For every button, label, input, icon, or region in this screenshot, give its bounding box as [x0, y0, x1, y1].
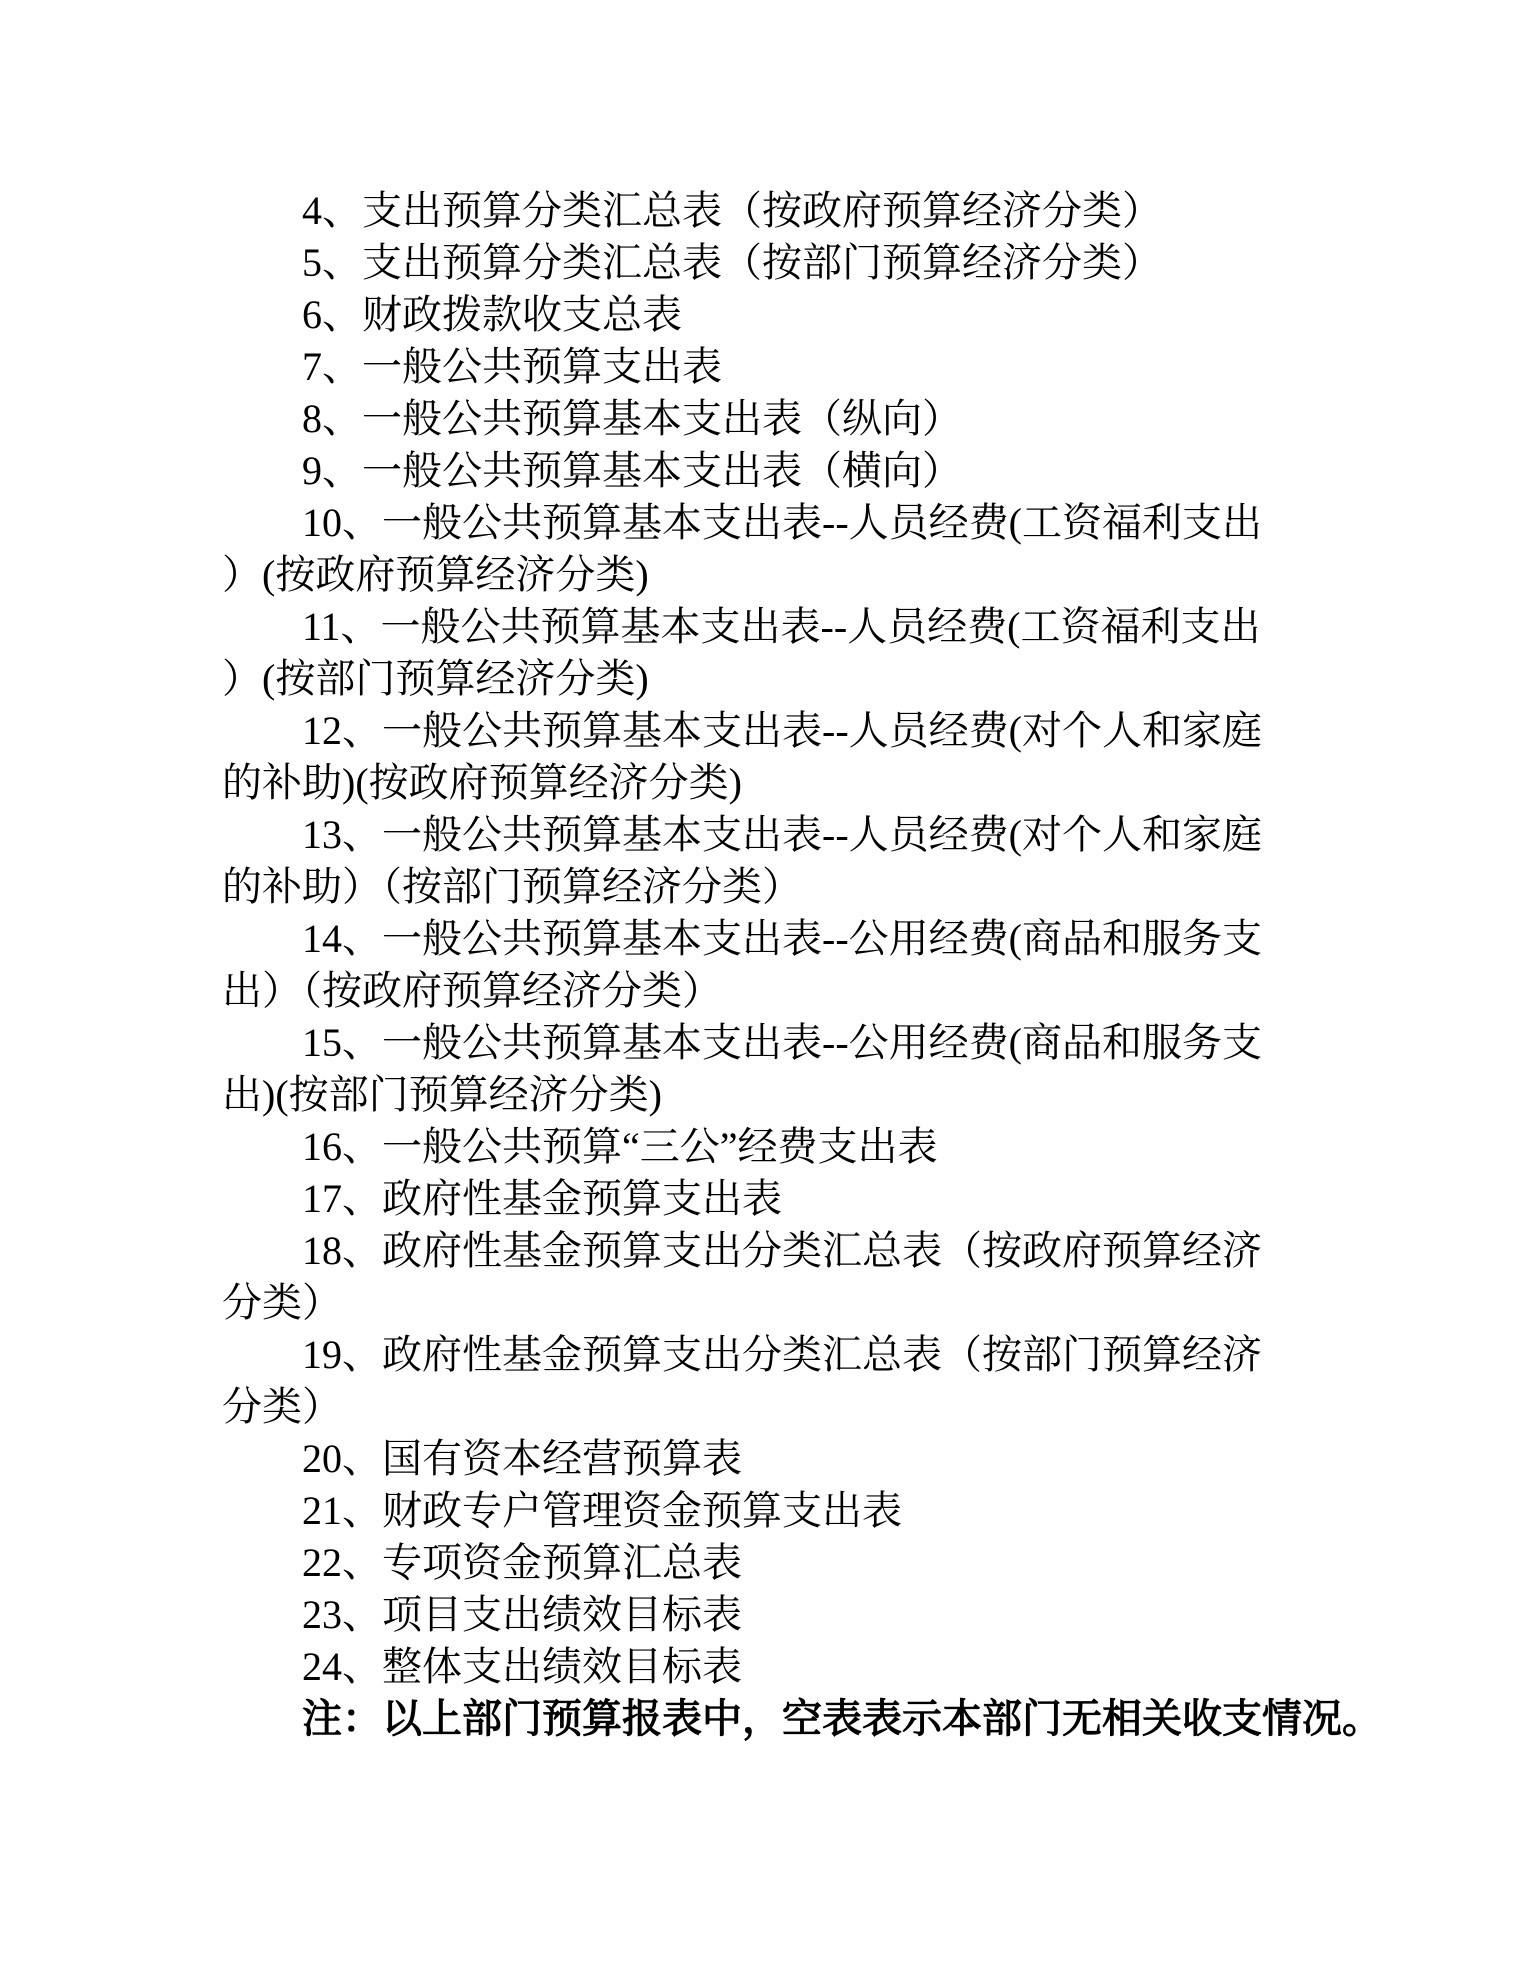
document-content: [222, 185, 1402, 1745]
list-item-continuation-line: 分类）: [222, 1280, 342, 1325]
list-item-line: 10、一般公共预算基本支出表--人员经费(工资福利支出: [302, 500, 1262, 545]
list-item-line: 24、整体支出绩效目标表: [302, 1644, 742, 1689]
list-item-line: 5、支出预算分类汇总表（按部门预算经济分类）: [302, 240, 1162, 285]
list-item-line: 21、财政专户管理资金预算支出表: [302, 1488, 902, 1533]
budget-report-list: [222, 185, 1402, 1693]
list-item-line: 4、支出预算分类汇总表（按政府预算经济分类）: [302, 188, 1162, 233]
list-item-line: 17、政府性基金预算支出表: [302, 1176, 782, 1221]
list-item-line: 23、项目支出绩效目标表: [302, 1592, 742, 1637]
list-item-line: 18、政府性基金预算支出分类汇总表（按政府预算经济: [302, 1228, 1262, 1273]
list-item-continuation-line: 分类）: [222, 1384, 342, 1429]
list-item-line: 22、专项资金预算汇总表: [302, 1540, 742, 1585]
list-item-continuation-line: 的补助）（按部门预算经济分类）: [222, 864, 802, 909]
list-item-line: 12、一般公共预算基本支出表--人员经费(对个人和家庭: [302, 708, 1262, 753]
list-item-line: 6、财政拨款收支总表: [302, 292, 682, 337]
list-item-continuation-line: ）(按部门预算经济分类): [222, 656, 649, 701]
list-item-continuation-line: 的补助)(按政府预算经济分类): [222, 760, 742, 805]
list-item-line: 7、一般公共预算支出表: [302, 344, 722, 389]
list-item-line: 20、国有资本经营预算表: [302, 1436, 742, 1481]
list-item-line: 13、一般公共预算基本支出表--人员经费(对个人和家庭: [302, 812, 1262, 857]
list-item-line: 8、一般公共预算基本支出表（纵向）: [302, 396, 962, 441]
list-item-continuation-line: ）(按政府预算经济分类): [222, 552, 649, 597]
list-item-line: 14、一般公共预算基本支出表--公用经费(商品和服务支: [302, 916, 1262, 961]
note-line: 注：以上部门预算报表中，空表表示本部门无相关收支情况。: [302, 1696, 1382, 1741]
list-item-line: 19、政府性基金预算支出分类汇总表（按部门预算经济: [302, 1332, 1262, 1377]
list-item-continuation-line: 出）（按政府预算经济分类）: [222, 968, 722, 1013]
list-item-line: 9、一般公共预算基本支出表（横向）: [302, 448, 962, 493]
list-item-line: 16、一般公共预算“三公”经费支出表: [302, 1124, 938, 1169]
list-item-continuation-line: 出)(按部门预算经济分类): [222, 1072, 662, 1117]
list-item-line: 15、一般公共预算基本支出表--公用经费(商品和服务支: [302, 1020, 1262, 1065]
list-item-line: 11、一般公共预算基本支出表--人员经费(工资福利支出: [302, 604, 1261, 649]
